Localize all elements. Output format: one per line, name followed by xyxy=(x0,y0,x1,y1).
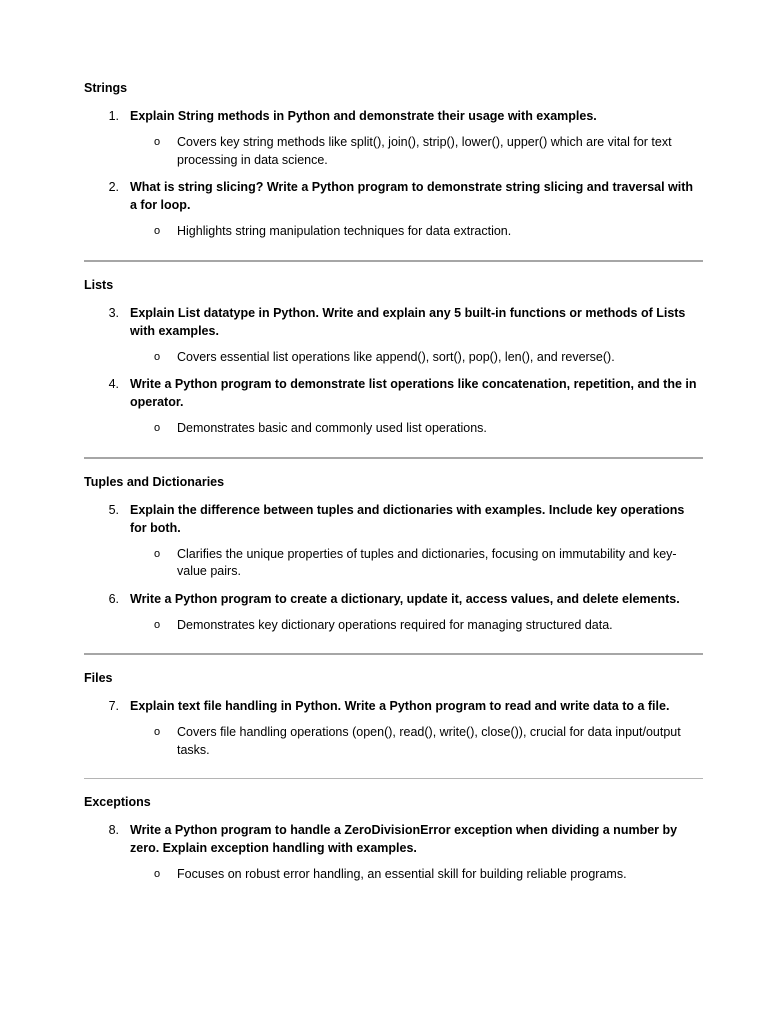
question-number: 4. xyxy=(108,377,119,391)
note-item xyxy=(84,546,703,581)
question-item xyxy=(84,304,703,340)
section-divider xyxy=(84,653,703,655)
question-text: Write a Python program to demonstrate list operations like concatenation, repetition, and the in operator. xyxy=(130,377,697,409)
section-exceptions xyxy=(84,793,703,884)
question-item xyxy=(84,697,703,715)
section-title: Tuples and Dictionaries xyxy=(84,474,225,489)
question-number: 6. xyxy=(108,591,119,606)
note-text: Covers key string methods like split(), join(), strip(), lower(), upper() which are vital for text processing in data science. xyxy=(177,135,672,167)
question-text: Write a Python program to create a dictionary, update it, access values, and delete elements. xyxy=(130,591,680,606)
question-item xyxy=(84,375,703,411)
bullet-icon: o xyxy=(154,350,161,363)
question-number: 3. xyxy=(108,305,119,320)
question-number: 8. xyxy=(108,823,119,837)
note-item xyxy=(84,724,703,759)
question-text: Explain String methods in Python and demonstrate their usage with examples. xyxy=(130,109,597,123)
document-content xyxy=(84,79,703,893)
note-text: Highlights string manipulation techniques for data extraction. xyxy=(177,224,512,238)
question-item xyxy=(84,821,703,857)
bullet-icon: o xyxy=(154,136,161,148)
question-text: What is string slicing? Write a Python program to demonstrate string slicing and traversal with a for loop. xyxy=(130,180,694,212)
bullet-icon: o xyxy=(154,547,161,560)
section-divider xyxy=(84,457,703,459)
question-text: Explain List datatype in Python. Write and explain any 5 built-in functions or methods of Lists with examples. xyxy=(130,305,686,338)
section-title: Files xyxy=(84,671,113,685)
note-item xyxy=(84,420,703,438)
section-title: Lists xyxy=(84,277,114,292)
section-divider xyxy=(84,778,703,779)
bullet-icon: o xyxy=(154,868,161,880)
section-strings xyxy=(84,79,703,241)
section-tuples-dictionaries xyxy=(84,473,703,635)
question-number: 5. xyxy=(108,502,119,517)
note-item xyxy=(84,617,703,635)
question-number: 1. xyxy=(108,109,119,123)
note-text: Demonstrates key dictionary operations required for managing structured data. xyxy=(177,617,613,632)
question-text: Write a Python program to handle a ZeroDivisionError exception when dividing a number by zero. Explain exception handling with examples. xyxy=(130,823,678,855)
note-item xyxy=(84,866,703,884)
note-text: Focuses on robust error handling, an essential skill for building reliable programs. xyxy=(177,867,627,881)
bullet-icon: o xyxy=(154,618,161,631)
question-item xyxy=(84,107,703,125)
note-text: Covers file handling operations (open(), read(), write(), close()), crucial for data input/output tasks. xyxy=(177,725,681,757)
question-number: 7. xyxy=(108,699,119,713)
bullet-icon: o xyxy=(154,422,161,434)
note-item xyxy=(84,223,703,241)
note-text: Clarifies the unique properties of tuples and dictionaries, focusing on immutability and key-value pairs. xyxy=(177,546,677,578)
question-text: Explain the difference between tuples and dictionaries with examples. Include key operations for both. xyxy=(130,502,685,535)
question-item xyxy=(84,590,703,608)
bullet-icon: o xyxy=(154,225,161,237)
note-text: Covers essential list operations like append(), sort(), pop(), len(), and reverse(). xyxy=(177,349,615,364)
section-lists xyxy=(84,276,703,438)
question-text: Explain text file handling in Python. Write a Python program to read and write data to a file. xyxy=(130,699,670,713)
question-item xyxy=(84,501,703,537)
note-item xyxy=(84,349,703,367)
section-divider xyxy=(84,260,703,262)
note-text: Demonstrates basic and commonly used list operations. xyxy=(177,421,487,435)
question-number: 2. xyxy=(108,180,119,194)
question-item xyxy=(84,178,703,214)
section-title: Exceptions xyxy=(84,795,151,809)
section-files xyxy=(84,669,703,759)
bullet-icon: o xyxy=(154,726,161,738)
note-item xyxy=(84,134,703,169)
section-title: Strings xyxy=(84,81,128,95)
